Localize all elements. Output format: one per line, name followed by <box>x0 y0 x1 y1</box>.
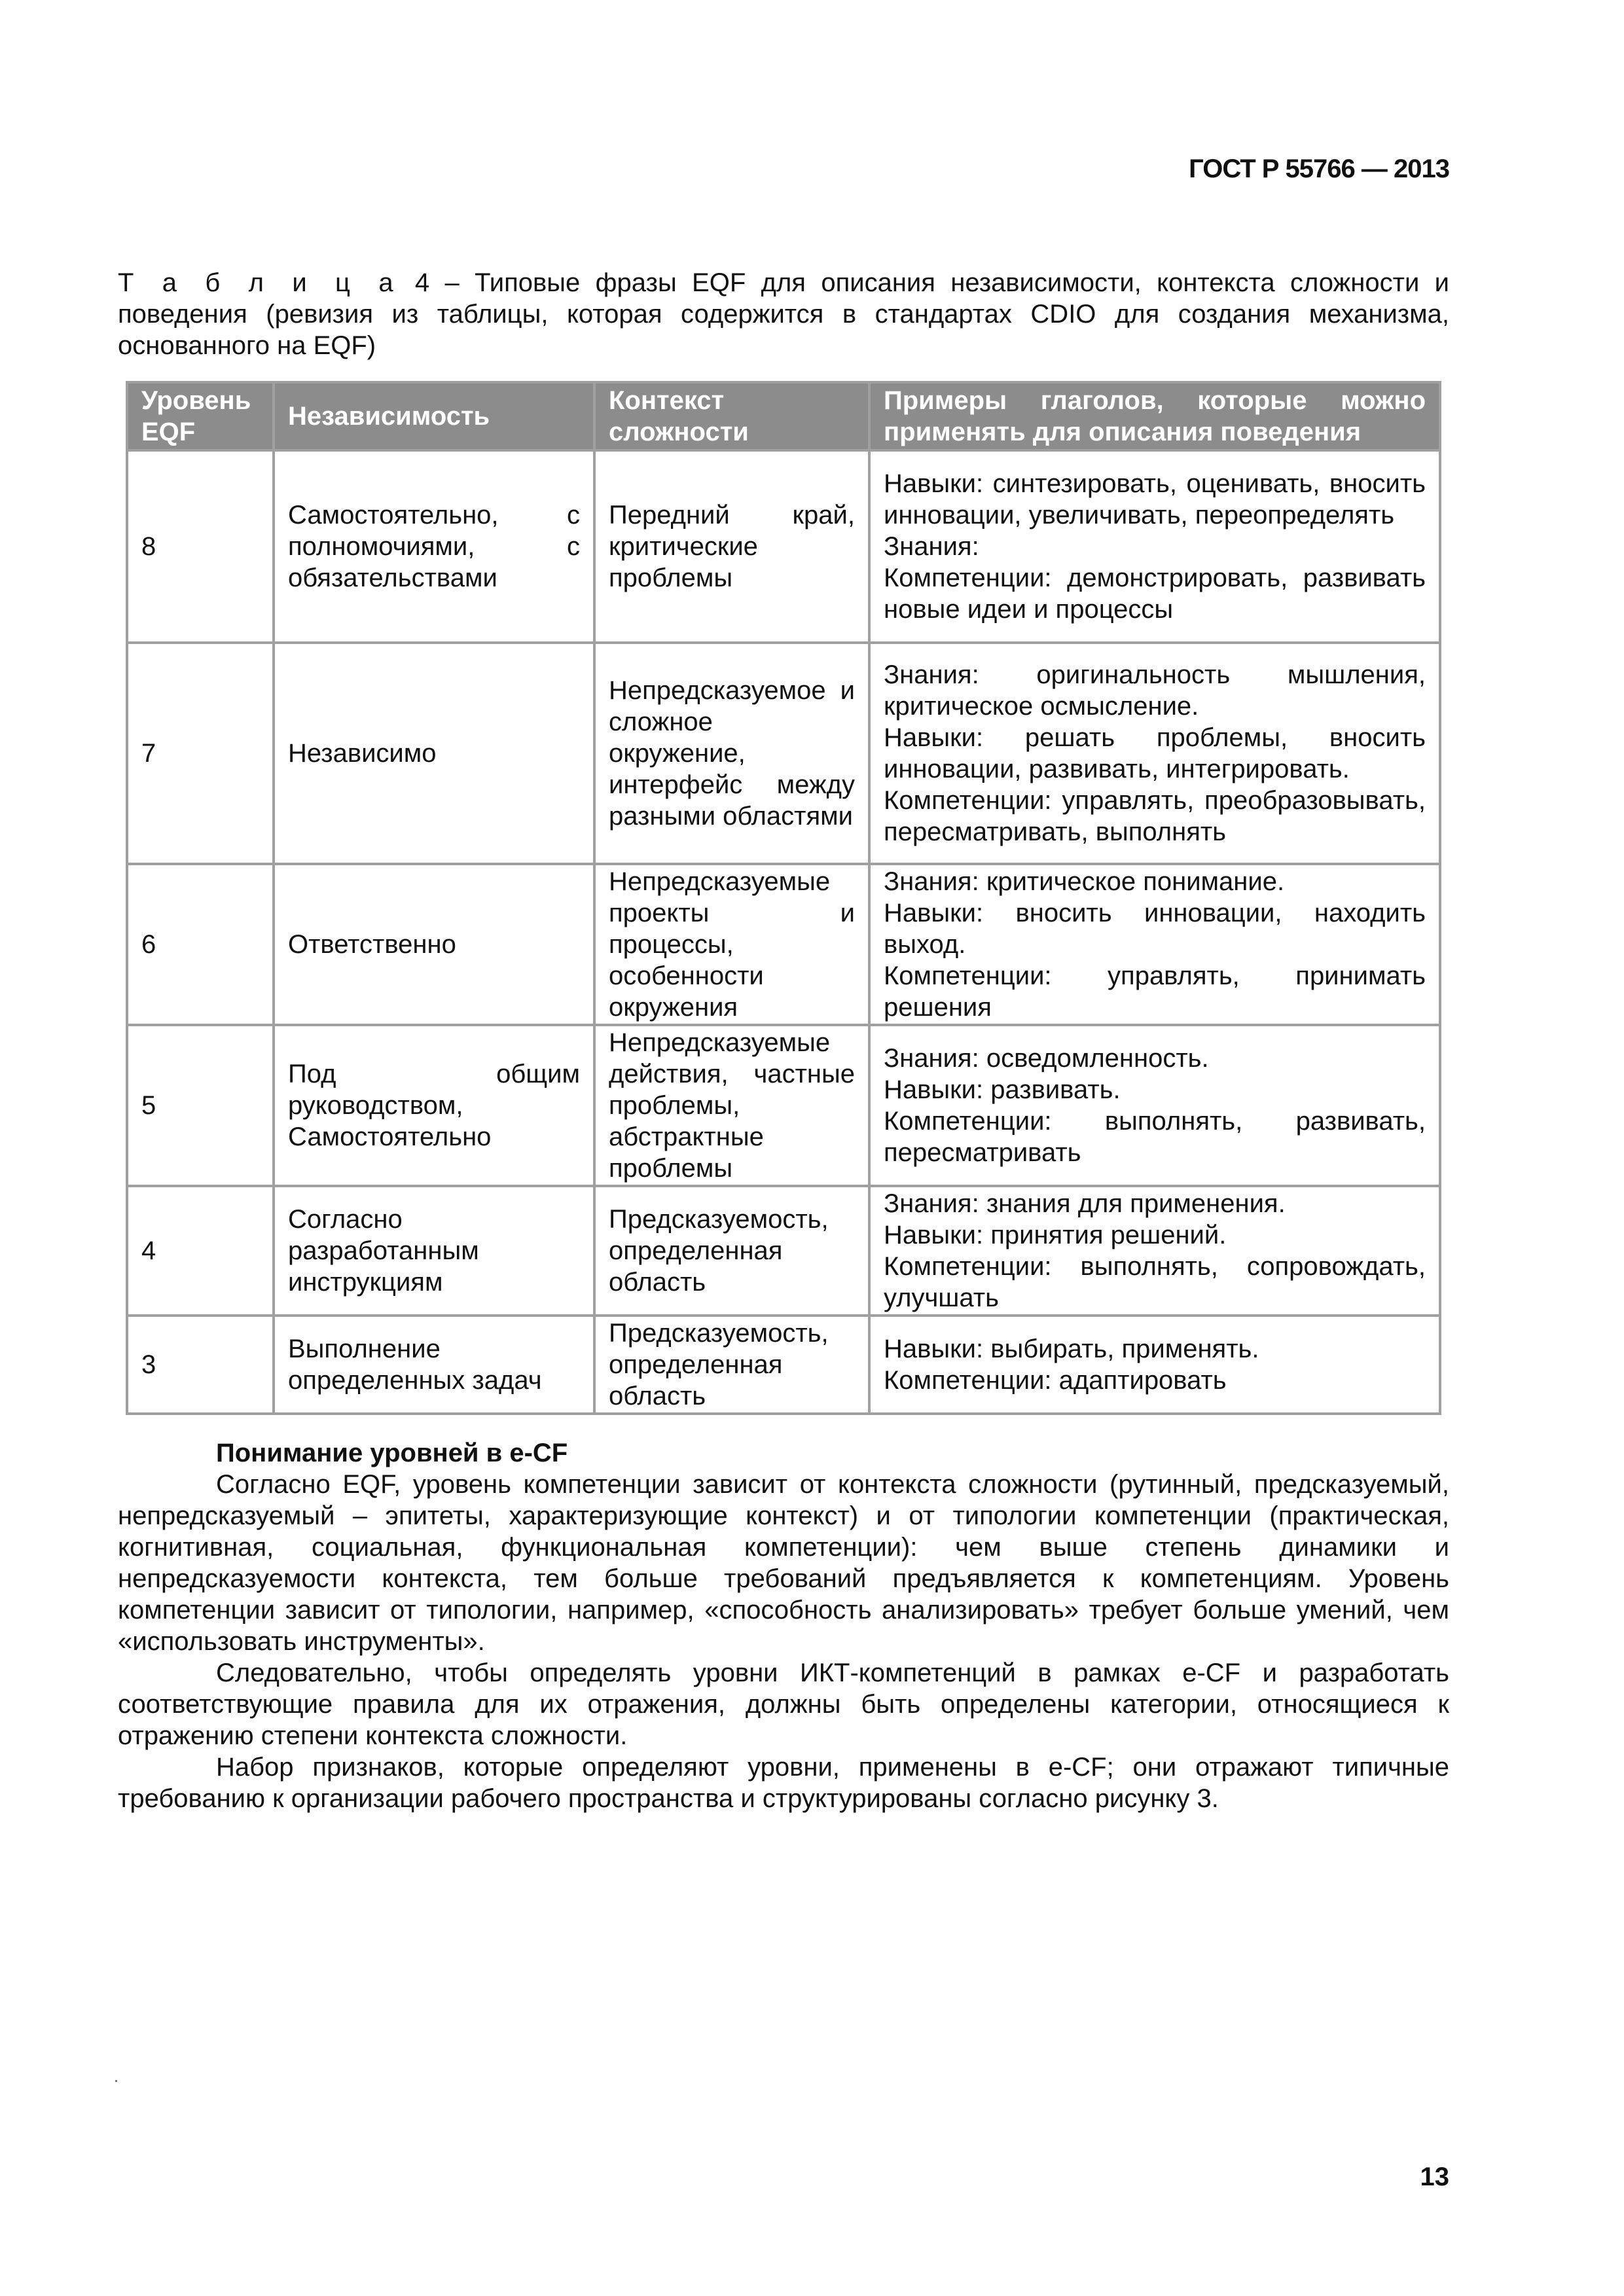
behaviour-line: Навыки: выбирать, применять. <box>884 1335 1259 1363</box>
header-context: Контекст сложности <box>594 382 869 450</box>
document-header: ГОСТ Р 55766 — 2013 <box>1189 154 1449 183</box>
behaviour-line: Навыки: решать проблемы, вносить инновации, развивать, интегрировать. <box>884 723 1426 783</box>
eqf-table <box>126 381 1441 1415</box>
table-caption-prefix: Т а б л и ц а <box>118 268 400 297</box>
behaviour-line: Навыки: принятия решений. <box>884 1221 1227 1249</box>
context-cell: Предсказуемость, определенная область <box>594 1186 869 1316</box>
behaviour-line: Навыки: вносить инновации, находить выход. <box>884 899 1426 959</box>
level-cell: 8 <box>127 450 274 643</box>
autonomy-cell: Выполнение определенных задач <box>274 1316 594 1414</box>
level-cell: 6 <box>127 864 274 1025</box>
level-cell: 3 <box>127 1316 274 1414</box>
autonomy-cell: Самостоятельно, с полномочиями, с обязательствами <box>274 450 594 643</box>
behaviour-cell <box>869 1316 1440 1414</box>
autonomy-cell: Ответственно <box>274 864 594 1025</box>
body-paragraph: Следовательно, чтобы определять уровни ИКТ-компетенций в рамках e-CF и разработать соответствующие правила для их отражения, должны быть определены категории, относящиеся к отражению степени контекста сложности. <box>118 1659 1449 1750</box>
behaviour-cell <box>869 450 1440 643</box>
context-cell: Непредсказуемые проекты и процессы, особенности окружения <box>594 864 869 1025</box>
behaviour-cell <box>869 643 1440 864</box>
table-row <box>127 643 1440 864</box>
behaviour-cell <box>869 1025 1440 1186</box>
table-row <box>127 450 1440 643</box>
table-row <box>127 864 1440 1025</box>
header-behaviour-text: Примеры глаголов, которые можно применять для описания поведения <box>884 386 1426 446</box>
table-row <box>127 1186 1440 1316</box>
context-cell: Непредсказуемые действия, частные проблемы, абстрактные проблемы <box>594 1025 869 1186</box>
body-paragraph: Набор признаков, которые определяют уровни, применены в e-CF; они отражают типичные требованию к организации рабочего пространства и структурированы согласно рисунку 3. <box>118 1753 1449 1813</box>
autonomy-cell: Под общим руководством, Самостоятельно <box>274 1025 594 1186</box>
header-level: Уровень EQF <box>127 382 274 450</box>
scan-speck <box>115 2080 117 2082</box>
behaviour-line: Знания: критическое понимание. <box>884 867 1285 896</box>
behaviour-line: Компетенции: выполнять, сопровождать, улучшать <box>884 1252 1426 1312</box>
behaviour-line: Компетенции: управлять, преобразовывать, пересматривать, выполнять <box>884 786 1426 846</box>
context-cell: Передний край, критические проблемы <box>594 450 869 643</box>
behaviour-line: Компетенции: управлять, принимать решения <box>884 961 1426 1022</box>
level-cell: 4 <box>127 1186 274 1316</box>
table-row <box>127 1316 1440 1414</box>
header-behaviour <box>869 382 1440 450</box>
context-cell: Предсказуемость, определенная область <box>594 1316 869 1414</box>
body-paragraph: Согласно EQF, уровень компетенции зависит от контекста сложности (рутинный, предсказуемый, непредсказуемый – эпитеты, характеризующие контекст) и от типологии компетенции (практическая, когнитивная, социальная, функциональная компетенции): чем выше степень динамики и непредсказуемости контекста, тем больше требований предъявляется к компетенциям. Уровень компетенции зависит от типологии, например, «способность анализировать» требует больше умений, чем «использовать инструменты». <box>118 1470 1449 1656</box>
behaviour-line: Навыки: развивать. <box>884 1075 1121 1104</box>
behaviour-line: Компетенции: демонстрировать, развивать новые идеи и процессы <box>884 564 1426 624</box>
behaviour-line: Знания: знания для применения. <box>884 1189 1286 1218</box>
behaviour-line: Знания: <box>884 532 979 561</box>
context-cell: Непредсказуемое и сложное окружение, интерфейс между разными областями <box>594 643 869 864</box>
page-number: 13 <box>1420 2162 1449 2191</box>
behaviour-line: Навыки: синтезировать, оценивать, вносить инновации, увеличивать, переопределять <box>884 469 1426 529</box>
autonomy-cell: Независимо <box>274 643 594 864</box>
section-heading: Понимание уровней в e-CF <box>216 1439 568 1467</box>
behaviour-line: Знания: оригинальность мышления, критическое осмысление. <box>884 660 1426 721</box>
section-body <box>118 1437 1449 1814</box>
behaviour-cell <box>869 864 1440 1025</box>
behaviour-line: Компетенции: выполнять, развивать, пересматривать <box>884 1107 1426 1167</box>
behaviour-line: Компетенции: адаптировать <box>884 1366 1227 1395</box>
behaviour-line: Знания: осведомленность. <box>884 1044 1209 1073</box>
level-cell: 5 <box>127 1025 274 1186</box>
table-header-row <box>127 382 1440 450</box>
header-autonomy: Независимость <box>274 382 594 450</box>
level-cell: 7 <box>127 643 274 864</box>
table-caption-text: 4 – Типовые фразы EQF для описания независимости, контекста сложности и поведения (ревизия из таблицы, которая содержится в стандартах CDIO для создания механизма, основанного на EQF) <box>118 268 1449 360</box>
autonomy-cell: Согласно разработанным инструкциям <box>274 1186 594 1316</box>
table-row <box>127 1025 1440 1186</box>
behaviour-cell <box>869 1186 1440 1316</box>
table-caption <box>118 267 1449 361</box>
